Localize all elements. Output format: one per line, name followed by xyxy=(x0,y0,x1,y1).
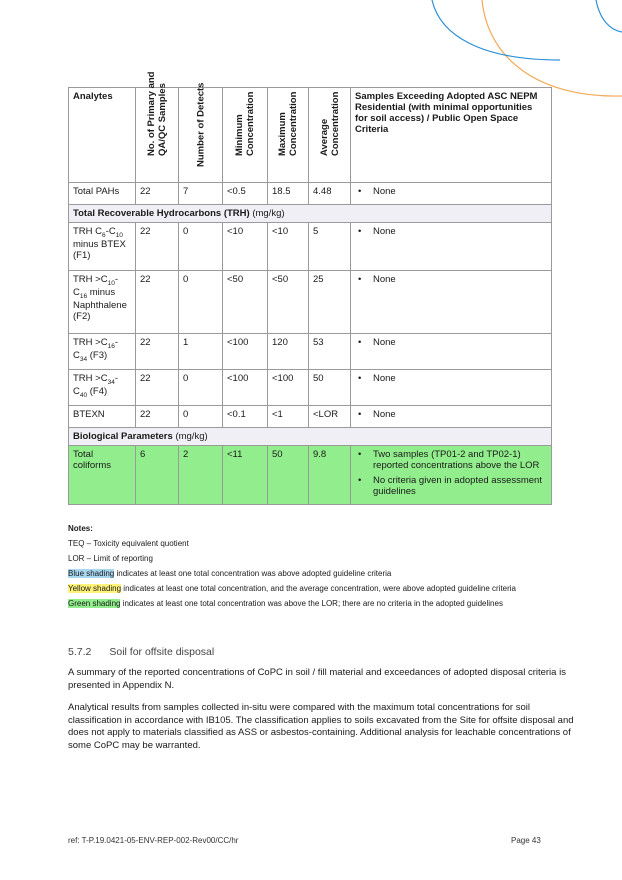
section-title-cell xyxy=(69,205,552,223)
cell-max: <1 xyxy=(268,406,309,428)
blue-shading-label: Blue shading xyxy=(68,569,115,578)
cell-samples: 6 xyxy=(136,446,179,505)
cell-detects: 0 xyxy=(179,406,223,428)
cell-min: <100 xyxy=(223,370,268,406)
green-shading-label: Green shading xyxy=(68,599,121,608)
green-shading-text: indicates at least one total concentration was above the LOR; there are no criteria in the adopted guidelines xyxy=(120,599,503,608)
cell-analyte xyxy=(69,370,136,406)
cell-samples: 22 xyxy=(136,183,179,205)
analyte-pre: TRH >C xyxy=(73,274,108,285)
header-samples-l2: QA/QC Samples xyxy=(157,83,168,156)
note-yellow xyxy=(68,581,568,596)
cell-max: <50 xyxy=(268,271,309,334)
header-analytes: Analytes xyxy=(69,88,136,183)
list-item: • None xyxy=(373,409,547,420)
header-detects-label: Number of Detects xyxy=(195,82,206,167)
yellow-shading-label: Yellow shading xyxy=(68,584,122,593)
analyte-mid: -C xyxy=(73,337,118,361)
cell-samples: 22 xyxy=(136,334,179,370)
cell-samples: 22 xyxy=(136,271,179,334)
note-teq: TEQ – Toxicity equivalent quotient xyxy=(68,539,189,548)
note-blue xyxy=(68,566,568,581)
section-title: Soil for offsite disposal xyxy=(109,646,215,658)
cell-avg: 9.8 xyxy=(309,446,351,505)
cell-exceed xyxy=(351,446,552,505)
table-notes xyxy=(68,521,568,611)
header-min-l1: Minimum xyxy=(234,114,245,156)
cell-max: 50 xyxy=(268,446,309,505)
section-unit: (mg/kg) xyxy=(252,208,285,219)
cell-min: <0.1 xyxy=(223,406,268,428)
cell-max: 120 xyxy=(268,334,309,370)
cell-exceed xyxy=(351,334,552,370)
cell-detects: 0 xyxy=(179,370,223,406)
cell-analyte: BTEXN xyxy=(69,406,136,428)
cell-samples: 22 xyxy=(136,406,179,428)
blue-arc xyxy=(432,0,560,60)
cell-analyte xyxy=(69,334,136,370)
footer-ref: ref: T-P.19.0421-05-ENV-REP-002-Rev00/CC/hr xyxy=(68,836,239,845)
cell-analyte: Total coliforms xyxy=(69,446,136,505)
cell-exceed xyxy=(351,370,552,406)
section-number: 5.7.2 xyxy=(68,646,92,658)
analyte-sub: 34 xyxy=(107,378,115,386)
analyte-sub: 16 xyxy=(79,292,88,300)
analyte-mid: -C xyxy=(105,226,116,237)
paragraph-2: Analytical results from samples collected in-situ were compared with the maximum total concentrations for soil classification in accordance with IB105. The classification applies to soils excavated from the Site for offsite disposal and does not apply to materials classified as ASS or asbestos-containing. Additional analysis for leachable concentrations of some CoPC may be warranted. xyxy=(68,702,574,751)
cell-max: 18.5 xyxy=(268,183,309,205)
cell-avg: 5 xyxy=(309,223,351,271)
table-row-highlighted xyxy=(69,446,552,505)
header-samples-l1: No. of Primary and xyxy=(146,71,157,156)
list-item: • None xyxy=(373,226,547,237)
blue-shading-text: indicates at least one total concentration was above adopted guideline criteria xyxy=(114,569,392,578)
cell-detects: 0 xyxy=(179,271,223,334)
notes-title: Notes: xyxy=(68,524,93,533)
cell-exceed xyxy=(351,183,552,205)
cell-detects: 2 xyxy=(179,446,223,505)
cell-exceed xyxy=(351,223,552,271)
cell-exceed xyxy=(351,271,552,334)
cell-min: <11 xyxy=(223,446,268,505)
note-lor: LOR – Limit of reporting xyxy=(68,554,153,563)
table-row xyxy=(69,223,552,271)
blue-arc-2 xyxy=(596,0,622,32)
header-max xyxy=(268,88,309,183)
section-heading xyxy=(68,646,232,658)
cell-max: <100 xyxy=(268,370,309,406)
section-title-cell xyxy=(69,428,552,446)
cell-detects: 0 xyxy=(179,223,223,271)
analyte-pre: TRH C xyxy=(73,226,103,237)
header-samples xyxy=(136,71,179,183)
analyte-pre: TRH >C xyxy=(73,337,108,348)
header-max-l1: Maximum xyxy=(277,112,288,156)
paragraph-1: A summary of the reported concentrations of CoPC in soil / fill material and exceedances of adopted disposal criteria is presented in Appendix N. xyxy=(68,667,566,691)
header-min xyxy=(223,88,268,183)
cell-avg: 50 xyxy=(309,370,351,406)
analyte-sub: 6 xyxy=(102,231,106,239)
cell-avg: 4.48 xyxy=(309,183,351,205)
list-item: • None xyxy=(373,337,547,348)
cell-min: <0.5 xyxy=(223,183,268,205)
section-row-bio xyxy=(69,428,552,446)
cell-min: <50 xyxy=(223,271,268,334)
table-row xyxy=(69,271,552,334)
table-row xyxy=(69,370,552,406)
cell-avg: 25 xyxy=(309,271,351,334)
analyte-mid: -C xyxy=(73,373,118,397)
cell-avg: 53 xyxy=(309,334,351,370)
table-row xyxy=(69,334,552,370)
cell-max: <10 xyxy=(268,223,309,271)
analyte-post: (F4) xyxy=(87,385,108,397)
cell-analyte xyxy=(69,223,136,271)
table-row xyxy=(69,406,552,428)
header-criteria: Samples Exceeding Adopted ASC NEPM Residential (with minimal opportunities for soil access) / Public Open Space Criteria xyxy=(351,88,552,183)
analyte-sub: 10 xyxy=(107,279,115,287)
header-min-l2: Concentration xyxy=(245,91,256,156)
analyte-post: (F3) xyxy=(87,349,108,361)
analyte-sub: 16 xyxy=(107,342,115,350)
note-green xyxy=(68,596,568,611)
cell-analyte: Total PAHs xyxy=(69,183,136,205)
cell-samples: 22 xyxy=(136,223,179,271)
footer-page: Page 43 xyxy=(511,836,541,845)
section-title: Total Recoverable Hydrocarbons (TRH) xyxy=(73,208,250,219)
header-avg xyxy=(309,88,351,183)
analyte-sub: 10 xyxy=(115,231,123,239)
section-unit: (mg/kg) xyxy=(175,431,208,442)
concentration-table xyxy=(68,71,552,505)
cell-analyte xyxy=(69,271,136,334)
header-avg-l1: Average xyxy=(318,118,330,156)
table-row xyxy=(69,183,552,205)
yellow-shading-text: indicates at least one total concentration, and the average concentration, were above adopted guideline criteria xyxy=(121,584,517,593)
cell-exceed xyxy=(351,406,552,428)
header-row xyxy=(69,88,552,183)
analyte-post: minus BTEX (F1) xyxy=(73,238,126,261)
list-item: • None xyxy=(373,186,547,197)
list-item: • Two samples (TP01-2 and TP02-1) reported concentrations above the LOR xyxy=(373,449,547,471)
cell-min: <100 xyxy=(223,334,268,370)
section-row-trh xyxy=(69,205,552,223)
analyte-post: minus Naphthalene (F2) xyxy=(73,286,127,322)
cell-detects: 1 xyxy=(179,334,223,370)
list-item: • None xyxy=(373,274,547,285)
cell-min: <10 xyxy=(223,223,268,271)
list-item: • No criteria given in adopted assessment guidelines xyxy=(373,475,547,497)
header-avg-l2: Concentration xyxy=(329,91,341,156)
analyte-sub: 34 xyxy=(79,355,88,363)
list-item: • None xyxy=(373,373,547,384)
header-max-l2: Concentration xyxy=(288,91,299,156)
cell-samples: 22 xyxy=(136,370,179,406)
cell-detects: 7 xyxy=(179,183,223,205)
analyte-sub: 40 xyxy=(79,391,88,399)
analyte-mid: -C xyxy=(73,274,118,298)
section-title: Biological Parameters xyxy=(73,431,173,442)
analyte-pre: TRH >C xyxy=(73,373,108,384)
cell-avg: <LOR xyxy=(309,406,351,428)
header-detects xyxy=(179,82,223,183)
